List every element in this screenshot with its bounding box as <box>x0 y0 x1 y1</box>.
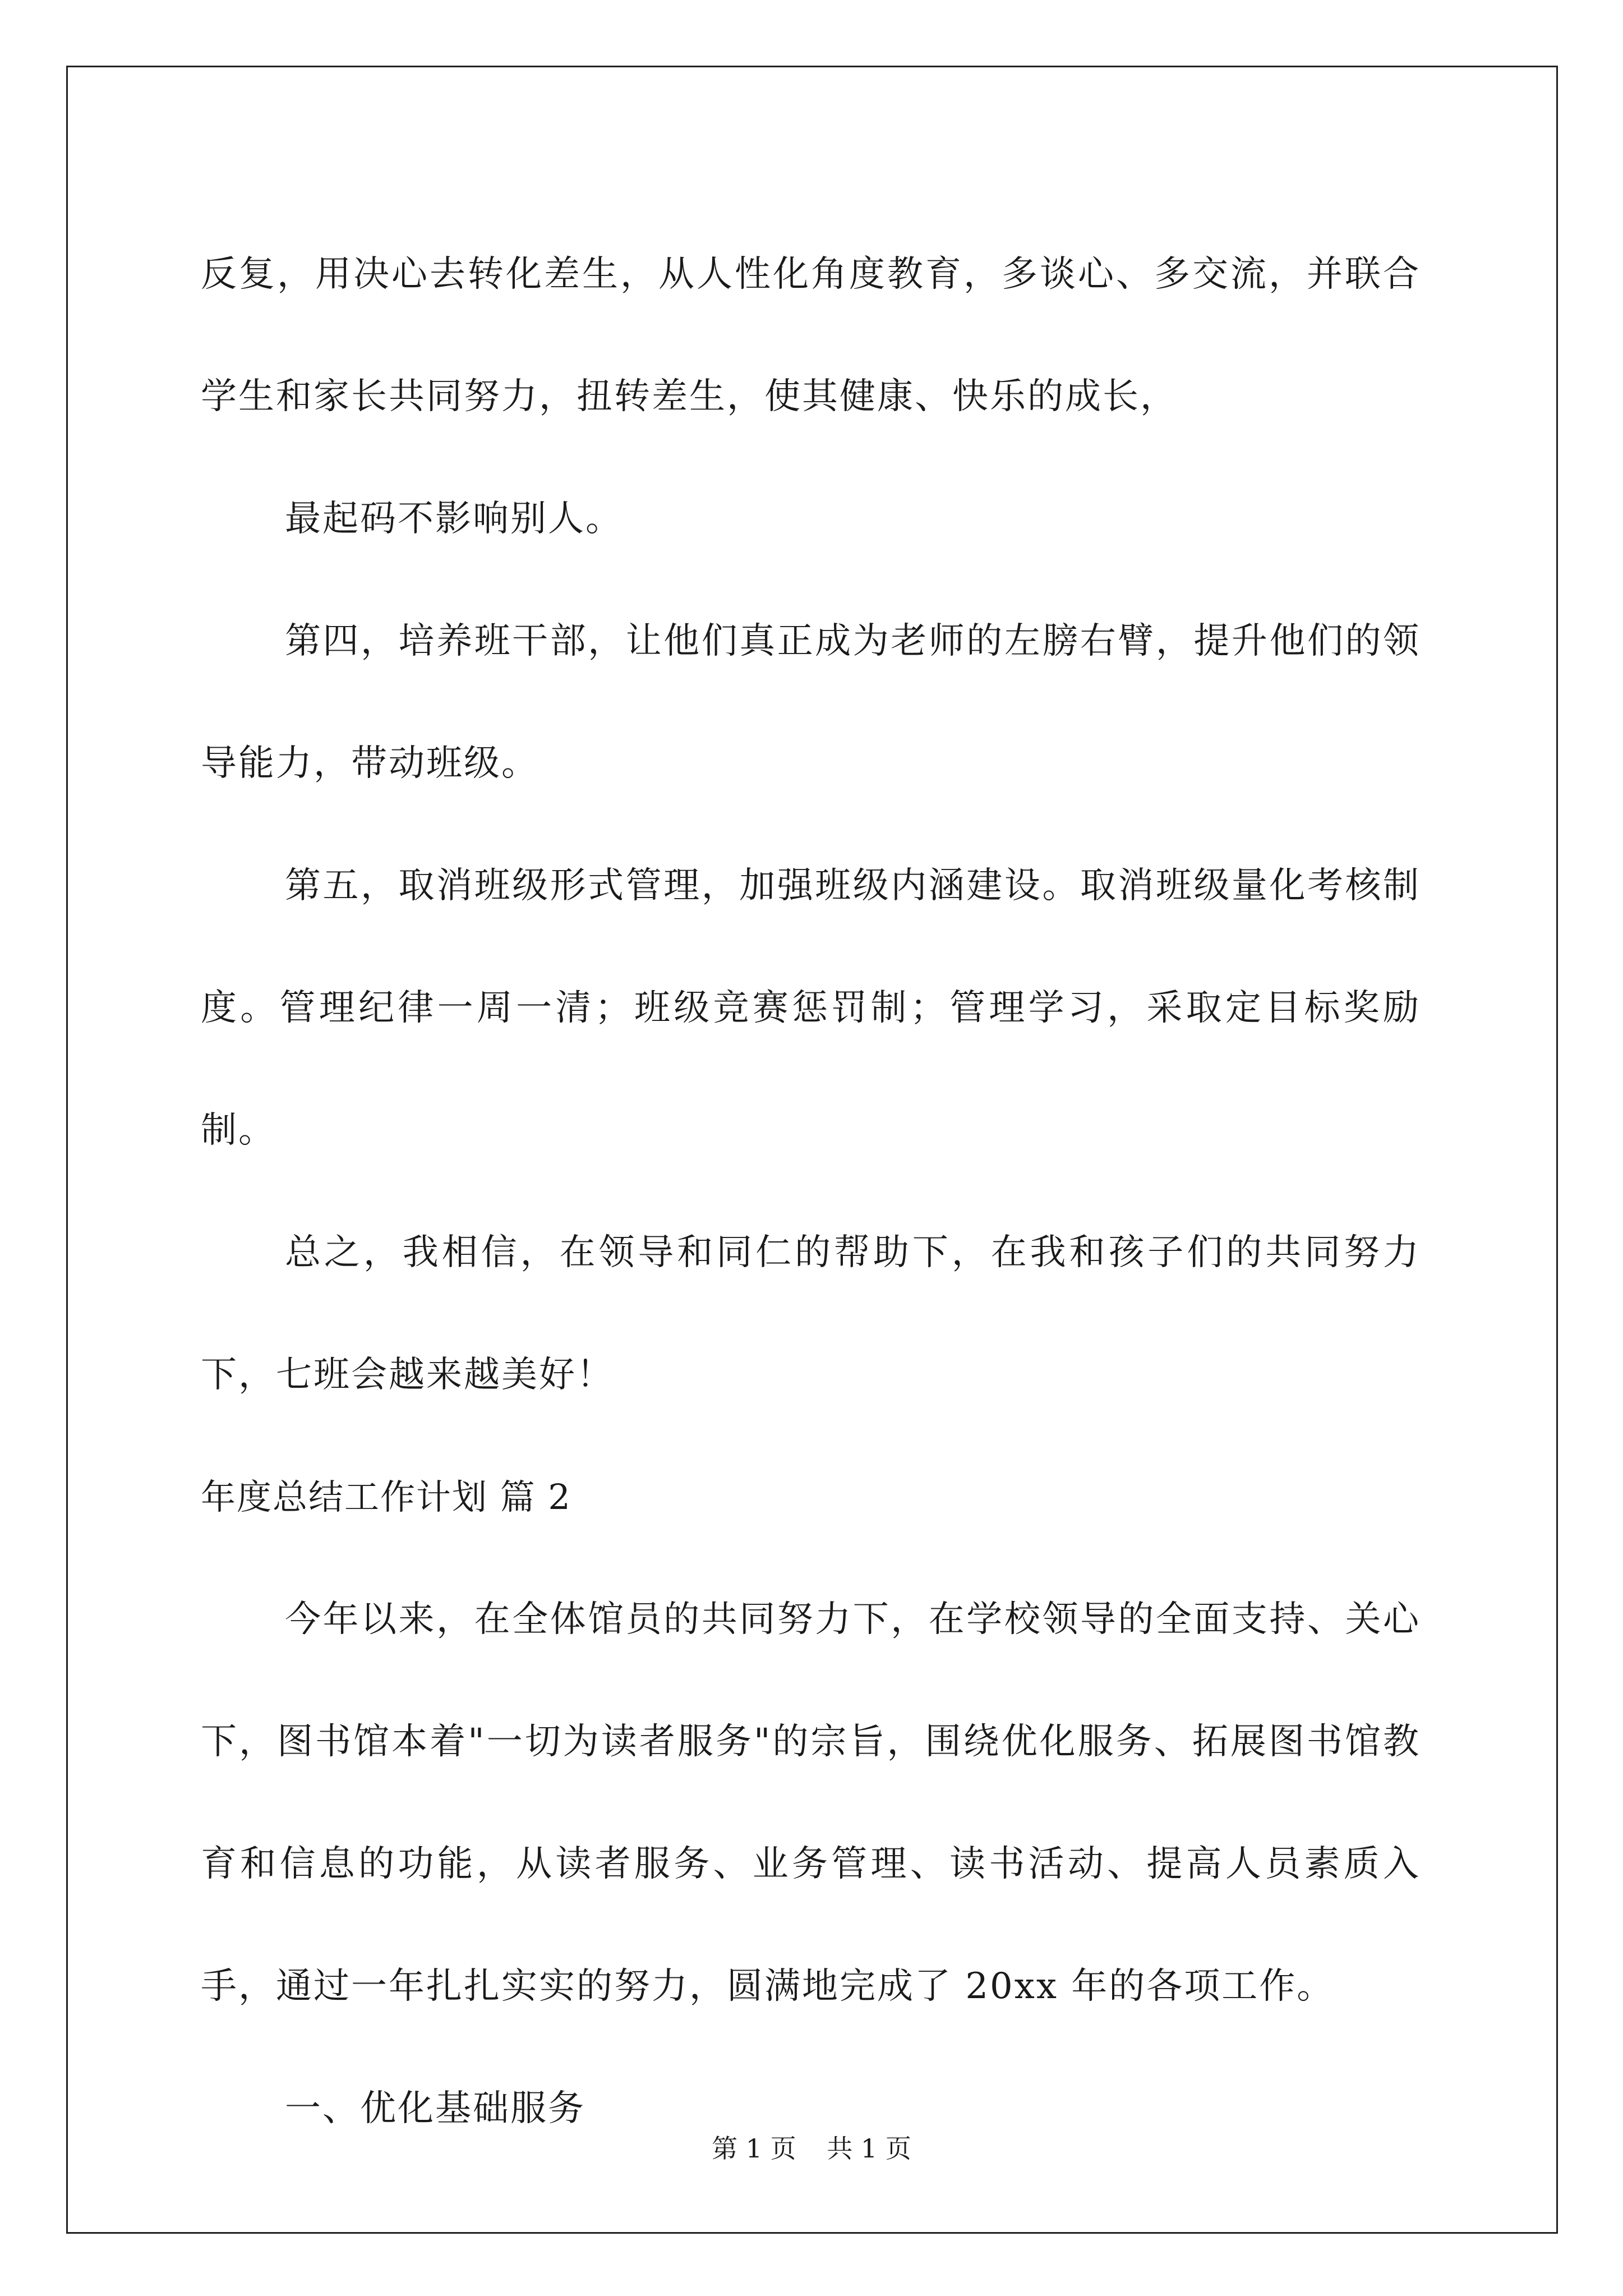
page-footer <box>0 2132 1623 2165</box>
document-body <box>201 213 1421 2170</box>
page-number: 第 1 页 <box>712 2133 796 2164</box>
section-heading: 年度总结工作计划 篇 2 <box>201 1476 571 1517</box>
page-total: 共 1 页 <box>827 2133 911 2164</box>
paragraph: 第五，取消班级形式管理，加强班级内涵建设。取消班级量化考核制度。管理纪律一周一清；班级竞赛惩罚制；管理学习，采取定目标奖励制。 <box>201 865 1421 1151</box>
paragraph: 总之，我相信，在领导和同仁的帮助下，在我和孩子们的共同努力下，七班会越来越美好！ <box>201 1232 1421 1396</box>
paragraph: 今年以来，在全体馆员的共同努力下，在学校领导的全面支持、关心下，图书馆本着"一切为读者服务"的宗旨，围绕优化服务、拓展图书馆教育和信息的功能，从读者服务、业务管理、读书活动、提高人员素质入手，通过一年扎扎实实的努力，圆满地完成了 20xx 年的各项工作。 <box>201 1599 1421 2007</box>
paragraph: 反复，用决心去转化差生，从人性化角度教育，多谈心、多交流，并联合学生和家长共同努力，扭转差生，使其健康、快乐的成长， <box>201 254 1421 417</box>
paragraph: 第四，培养班干部，让他们真正成为老师的左膀右臂，提升他们的领导能力，带动班级。 <box>201 620 1421 784</box>
paragraph: 最起码不影响别人。 <box>285 498 623 540</box>
subheading: 一、优化基础服务 <box>285 2088 585 2129</box>
